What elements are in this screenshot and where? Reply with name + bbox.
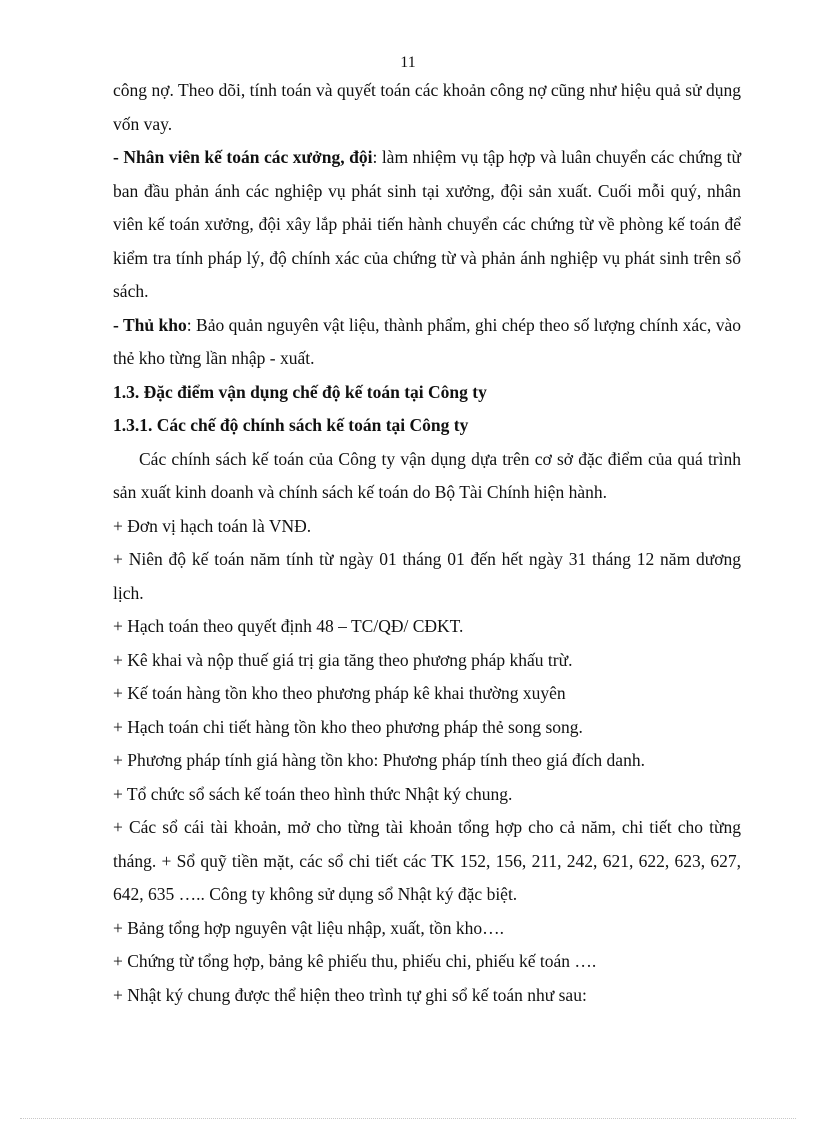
list-item-inventory-pricing: + Phương pháp tính giá hàng tồn kho: Phương pháp tính theo giá đích danh. (113, 750, 645, 770)
list-item-inventory-detail: + Hạch toán chi tiết hàng tồn kho theo phương pháp thẻ song song. (113, 716, 583, 737)
workshop-accountant-label: - Nhân viên kế toán các xưởng, đội (113, 147, 373, 167)
list-item-materials-summary: + Bảng tổng hợp nguyên vật liệu nhập, xuất, tồn kho…. (113, 917, 504, 938)
paragraph-workshop-accountant (113, 141, 741, 309)
section-heading-1-3: 1.3. Đặc điểm vận dụng chế độ kế toán tại Công ty (113, 381, 487, 402)
section-heading-1-3-1: 1.3.1. Các chế độ chính sách kế toán tại Công ty (113, 415, 469, 435)
paragraph-storekeeper (113, 309, 741, 376)
paragraph-debt-tracking: công nợ. Theo dõi, tính toán và quyết toán các khoản công nợ cũng như hiệu quả sử dụng vốn vay. (113, 80, 741, 134)
list-item-ledgers: + Các sổ cái tài khoản, mở cho từng tài khoản tổng hợp cho cả năm, chi tiết cho từng tháng. + Sổ quỹ tiền mặt, các sổ chi tiết các TK 152, 156, 211, 242, 621, 622, 623, 627, 642, 635 ….. Công ty không sử dụng sổ Nhật ký đặc biệt. (113, 817, 741, 904)
workshop-accountant-text: : làm nhiệm vụ tập hợp và luân chuyển các chứng từ ban đầu phản ánh các nghiệp vụ phát sinh tại xưởng, đội sản xuất. Cuối mỗi quý, nhân viên kế toán xưởng, đội xây lắp phải tiến hành chuyển các chứng từ về phòng kế toán để kiểm tra tính pháp lý, độ chính xác của chứng từ và phản ánh nghiệp vụ phát sinh trên sổ sách. (113, 147, 741, 301)
list-item-bookkeeping-form: + Tổ chức sổ sách kế toán theo hình thức Nhật ký chung. (113, 783, 513, 804)
list-item-inventory-method: + Kế toán hàng tồn kho theo phương pháp kê khai thường xuyên (113, 683, 566, 703)
list-item-currency: + Đơn vị hạch toán là VNĐ. (113, 515, 312, 536)
storekeeper-text: : Bảo quản nguyên vật liệu, thành phẩm, ghi chép theo số lượng chính xác, vào thẻ kho từng lần nhập - xuất. (113, 314, 741, 368)
list-item-vat: + Kê khai và nộp thuế giá trị gia tăng theo phương pháp khấu trừ. (113, 649, 573, 670)
page-bottom-rule (20, 1118, 796, 1119)
page-number: 11 (400, 54, 416, 71)
list-item-vouchers: + Chứng từ tổng hợp, bảng kê phiếu thu, phiếu chi, phiếu kế toán …. (113, 951, 597, 971)
list-item-general-journal: + Nhật ký chung được thể hiện theo trình tự ghi sổ kế toán như sau: (113, 984, 587, 1005)
list-item-decision-48: + Hạch toán theo quyết định 48 – TC/QĐ/ CĐKT. (113, 616, 464, 636)
document-body (113, 74, 741, 1012)
paragraph-policy-intro: Các chính sách kế toán của Công ty vận dụng dựa trên cơ sở đặc điểm của quá trình sản xuất kinh doanh và chính sách kế toán do Bộ Tài Chính hiện hành. (113, 448, 741, 502)
list-item-fiscal-year: + Niên độ kế toán năm tính từ ngày 01 tháng 01 đến hết ngày 31 tháng 12 năm dương lịch. (113, 549, 741, 603)
storekeeper-label: - Thủ kho (113, 314, 187, 335)
